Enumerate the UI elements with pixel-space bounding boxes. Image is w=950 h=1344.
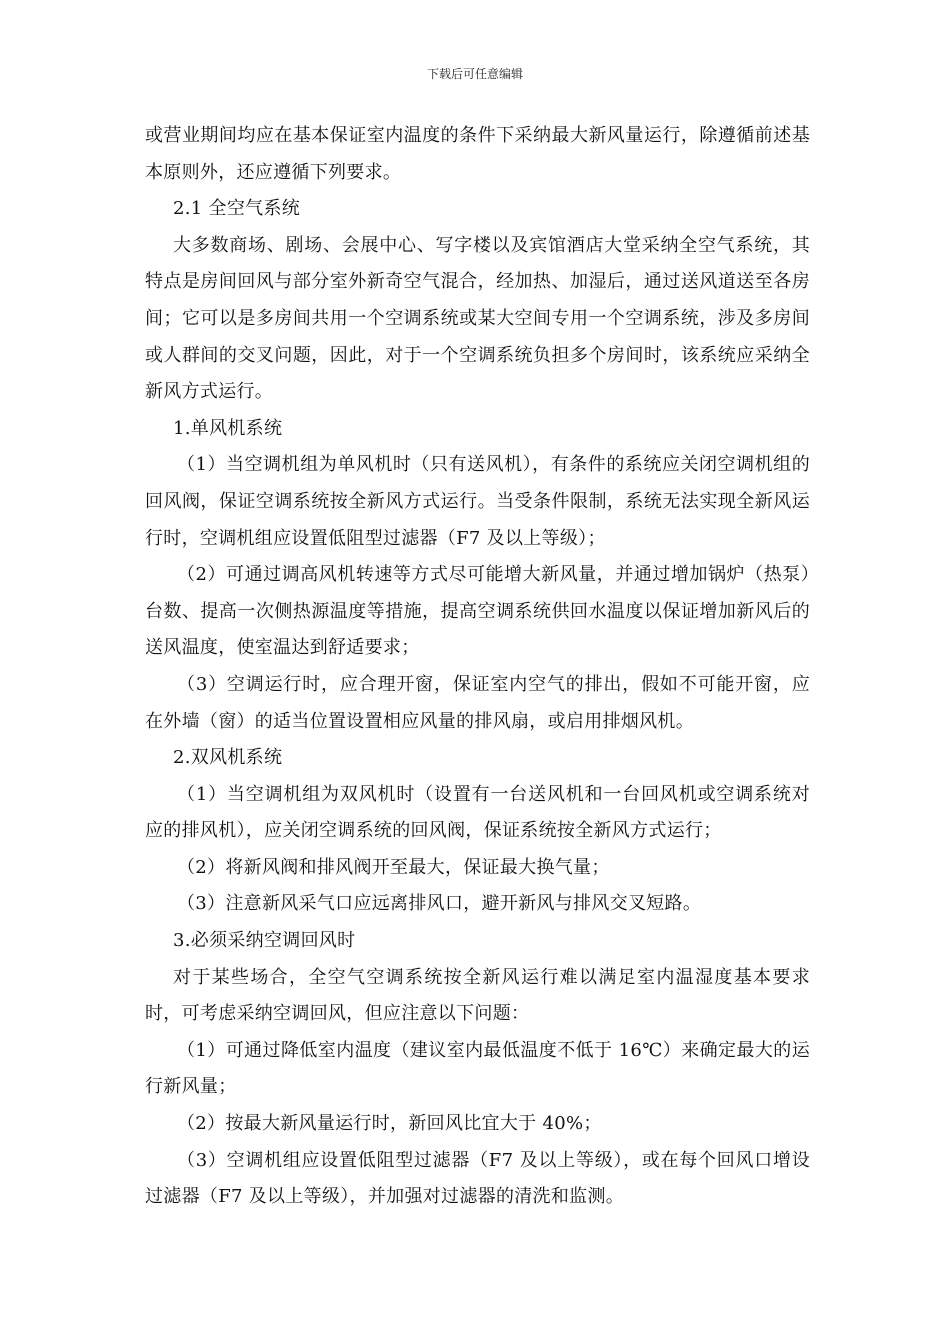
paragraph-all-air-intro: 大多数商场、剧场、会展中心、写字楼以及宾馆酒店大堂采纳全空气系统，其特点是房间回风与部分室外新奇空气混合，经加热、加湿后，通过送风道送至各房间；它可以是多房间共用一个空调系统或某大空间专用一个空调系统，涉及多房间或人群间的交叉问题，因此，对于一个空调系统负担多个房间时，该系统应采纳全新风方式运行。 xyxy=(145,234,810,403)
single-fan-item-1: （1）当空调机组为单风机时（只有送风机），有条件的系统应关闭空调机组的回风阀，保证空调系统按全新风方式运行。当受条件限制，系统无法实现全新风运行时，空调机组应设置低阻型过滤器（F7 及以上等级）； xyxy=(145,454,810,549)
dual-fan-item-3: （3）注意新风采气口应远离排风口，避开新风与排风交叉短路。 xyxy=(177,893,702,915)
section-heading-2-1: 2.1 全空气系统 xyxy=(173,198,301,220)
subheading-dual-fan: 2.双风机系统 xyxy=(173,747,283,769)
return-air-item-2: （2）按最大新风量运行时，新回风比宜大于 40%； xyxy=(177,1113,602,1135)
document-body xyxy=(145,118,810,1216)
paragraph-continuation: 或营业期间均应在基本保证室内温度的条件下采纳最大新风量运行，除遵循前述基本原则外，还应遵循下列要求。 xyxy=(145,125,810,183)
subheading-return-air: 3.必须采纳空调回风时 xyxy=(173,930,356,952)
subheading-single-fan: 1.单风机系统 xyxy=(173,417,283,439)
dual-fan-item-2: （2）将新风阀和排风阀开至最大，保证最大换气量； xyxy=(177,856,610,878)
dual-fan-item-1: （1）当空调机组为双风机时（设置有一台送风机和一台回风机或空调系统对应的排风机），应关闭空调系统的回风阀，保证系统按全新风方式运行； xyxy=(145,783,810,842)
return-air-item-1: （1）可通过降低室内温度（建议室内最低温度不低于 16℃）来确定最大的运行新风量； xyxy=(145,1039,810,1098)
return-air-item-3: （3）空调机组应设置低阻型过滤器（F7 及以上等级），或在每个回风口增设过滤器（F7 及以上等级），并加强对过滤器的清洗和监测。 xyxy=(145,1149,810,1208)
single-fan-item-2: （2）可通过调高风机转速等方式尽可能增大新风量，并通过增加锅炉（热泵）台数、提高一次侧热源温度等措施，提高空调系统供回水温度以保证增加新风后的送风温度，使室温达到舒适要求； xyxy=(145,564,810,659)
single-fan-item-3: （3）空调运行时，应合理开窗，保证室内空气的排出，假如不可能开窗，应在外墙（窗）的适当位置设置相应风量的排风扇，或启用排烟风机。 xyxy=(145,673,810,732)
page-header-note: 下载后可任意编辑 xyxy=(426,67,523,81)
paragraph-return-air-intro: 对于某些场合，全空气空调系统按全新风运行难以满足室内温湿度基本要求时，可考虑采纳空调回风，但应注意以下问题： xyxy=(145,966,810,1025)
